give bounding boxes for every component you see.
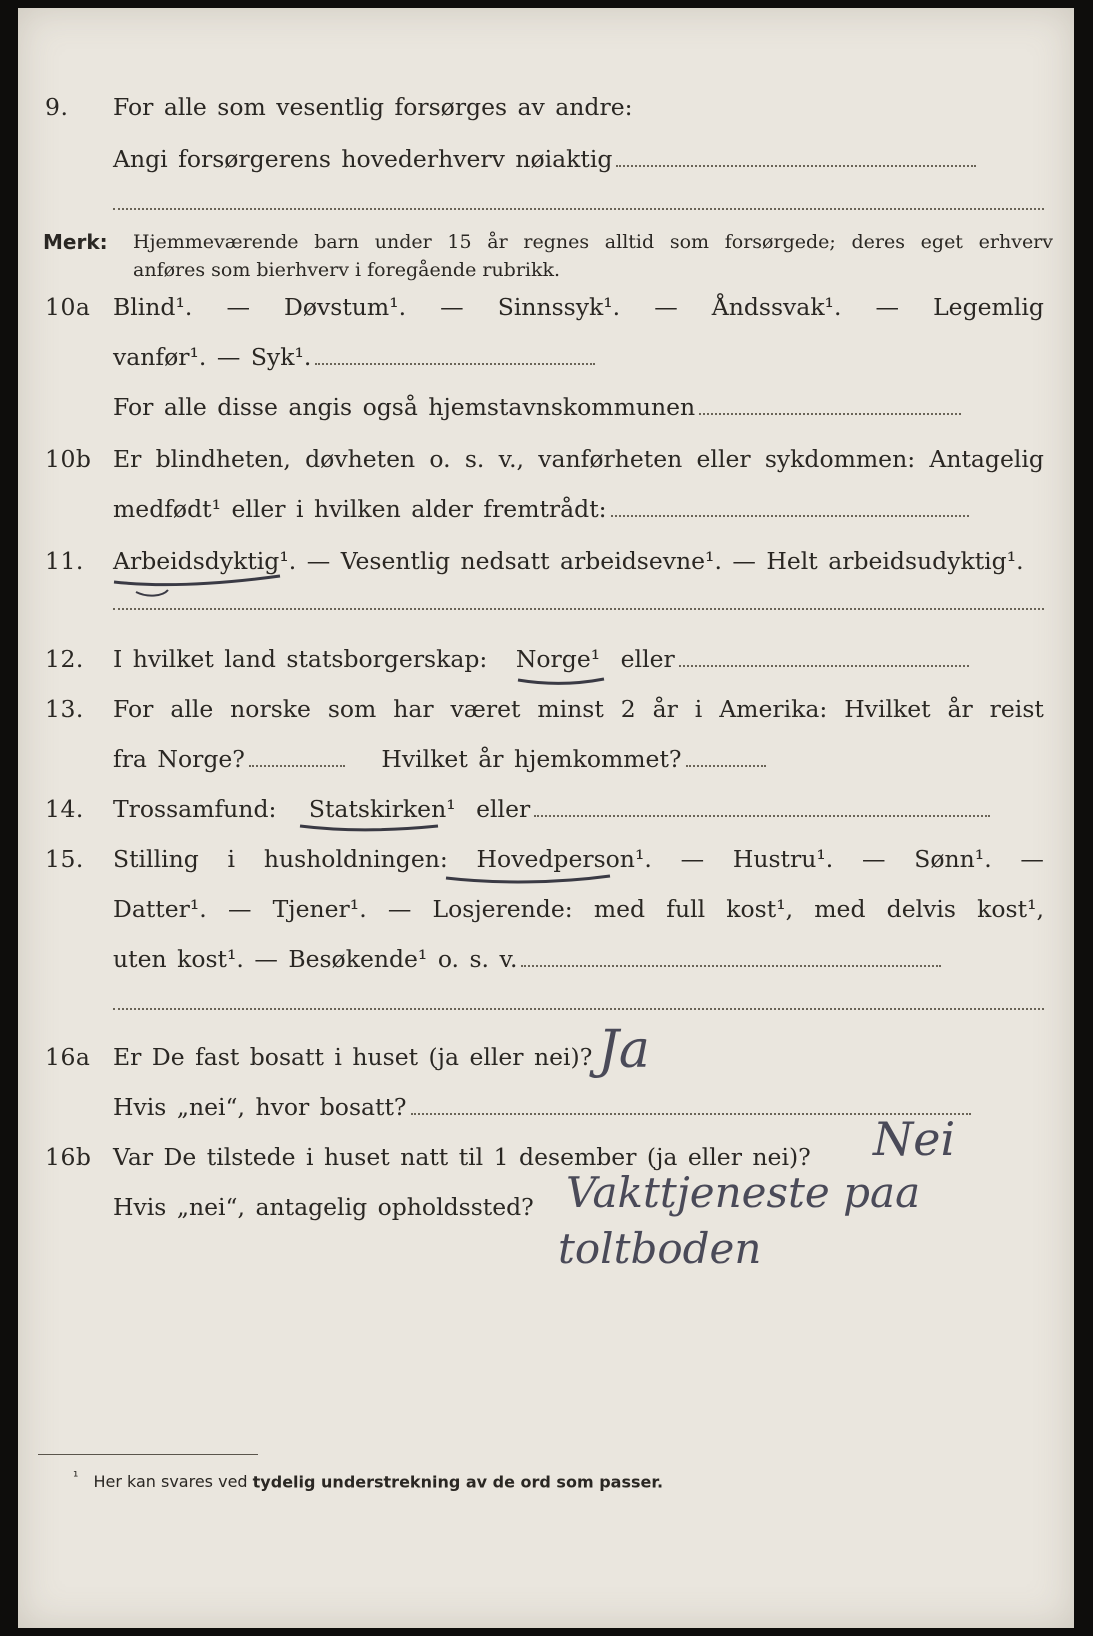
question-word: minst — [537, 695, 604, 723]
question-number: 16b — [45, 1143, 92, 1171]
question-word: alle — [170, 695, 214, 723]
option-norge[interactable]: Norge¹ — [515, 645, 601, 673]
question-text: medfødt¹ eller i hvilken alder fremtrådt: — [113, 495, 607, 523]
question-text: Angi forsørgerens hovederhverv nøiaktig — [113, 145, 613, 173]
question-word: har — [393, 695, 434, 723]
handwritten-answer-16a[interactable]: Ja — [598, 1020, 650, 1080]
question-word[interactable]: Tjener¹. — [272, 895, 367, 923]
answer-line[interactable] — [616, 164, 976, 167]
question-word: blindheten, — [155, 445, 291, 473]
question-text: — Vesentlig nedsatt arbeidsevne¹. — Helt arbeidsudyktig¹. — [306, 547, 1024, 575]
answer-line[interactable] — [679, 664, 969, 667]
question-word: erhverv — [978, 231, 1053, 253]
census-form-page — [18, 8, 1074, 1628]
question-word: delvis — [886, 895, 956, 923]
question-text: fra Norge? — [113, 745, 245, 773]
question-word[interactable]: kost¹, — [977, 895, 1044, 923]
question-9-row — [18, 90, 1074, 124]
question-word[interactable]: Hovedperson¹. — [476, 845, 652, 873]
answer-line[interactable] — [113, 608, 1044, 610]
question-number: 9. — [45, 93, 69, 121]
question-text — [113, 692, 1044, 726]
question-text: uten kost¹. — Besøkende¹ o. s. v. — [113, 945, 518, 973]
question-word: eller — [696, 445, 751, 473]
question-word: — — [226, 293, 250, 321]
question-word: husholdningen: — [263, 845, 448, 873]
question-number: 15. — [45, 845, 84, 873]
question-text: eller — [620, 645, 675, 673]
answer-line[interactable] — [611, 514, 969, 517]
question-word: Stilling — [113, 845, 199, 873]
question-text — [113, 442, 1044, 476]
question-word: s. — [464, 445, 485, 473]
footnote-text: Her kan svares ved — [93, 1472, 248, 1492]
option-statskirken[interactable]: Statskirken¹ — [308, 795, 456, 823]
question-text — [113, 892, 1044, 926]
question-word: år — [652, 695, 678, 723]
question-word: 2 — [620, 695, 636, 723]
question-word: været — [450, 695, 521, 723]
question-word: barn — [314, 231, 360, 253]
question-word[interactable]: Døvstum¹. — [284, 293, 407, 321]
answer-line[interactable] — [521, 964, 941, 967]
note-label: Merk: — [43, 230, 108, 254]
question-15-row — [18, 842, 1074, 876]
question-text: I hvilket land statsborgerskap: — [113, 645, 488, 673]
question-word[interactable]: Datter¹. — [113, 895, 207, 923]
question-number: 12. — [45, 645, 84, 673]
question-word: alltid — [604, 231, 655, 253]
handwritten-answer-16b-place[interactable]: Vakttjeneste paa — [566, 1168, 921, 1217]
question-word: Legemlig — [933, 293, 1044, 321]
answer-line-return[interactable] — [686, 764, 766, 767]
question-word: v., — [498, 445, 525, 473]
question-word: Amerika: — [719, 695, 828, 723]
question-14-row — [18, 792, 1074, 826]
question-word: reist — [989, 695, 1044, 723]
question-number: 10b — [45, 445, 92, 473]
question-word: — — [862, 845, 886, 873]
handwritten-answer-16b[interactable]: Nei — [873, 1112, 956, 1166]
answer-line[interactable] — [113, 208, 1044, 210]
question-12-row — [18, 642, 1074, 676]
question-text: eller — [476, 795, 531, 823]
answer-line[interactable] — [315, 362, 595, 365]
question-word: år — [487, 231, 508, 253]
question-word: i — [227, 845, 236, 873]
underline-statskirken — [300, 826, 438, 830]
question-word[interactable]: Hustru¹. — [732, 845, 834, 873]
question-word: For — [113, 695, 154, 723]
question-word[interactable]: Sønn¹. — [914, 845, 992, 873]
question-9-row-2 — [18, 142, 1074, 176]
question-text — [113, 842, 1044, 876]
question-text: For alle som vesentlig forsørges av andre: — [113, 93, 633, 121]
question-text — [113, 290, 1044, 324]
question-word: Er — [113, 445, 142, 473]
question-word[interactable]: kost¹, — [726, 895, 794, 923]
question-word: med — [593, 895, 646, 923]
question-word: døvheten — [305, 445, 416, 473]
question-word: Antagelig — [929, 445, 1044, 473]
underline-norge — [518, 679, 604, 683]
question-word: — — [387, 895, 412, 923]
footnote — [73, 1470, 663, 1491]
question-word: full — [666, 895, 706, 923]
question-15-row-3 — [18, 942, 1074, 976]
question-text: Var De tilstede i huset natt til 1 desember (ja eller nei)? — [113, 1143, 811, 1171]
question-word: Losjerende: — [432, 895, 573, 923]
question-number: 16a — [45, 1043, 91, 1071]
question-text: Trossamfund: — [113, 795, 277, 823]
question-10b-row — [18, 442, 1074, 476]
footnote-mark: ¹ — [73, 1470, 79, 1485]
question-text: vanfør¹. — Syk¹. — [113, 343, 312, 371]
question-word: sykdommen: — [764, 445, 916, 473]
question-word: — — [1020, 845, 1044, 873]
question-number: 13. — [45, 695, 84, 723]
question-text: Hvilket år hjemkommet? — [381, 745, 682, 773]
question-word: deres — [851, 231, 905, 253]
question-word: vanførheten — [538, 445, 683, 473]
question-16a-row — [18, 1040, 1074, 1074]
note-line-2: anføres som bierhverv i foregående rubrikk. — [133, 259, 561, 281]
note-line-1 — [133, 228, 1053, 256]
question-text: For alle disse angis også hjemstavnskommunen — [113, 393, 696, 421]
underline-arbeidsdyktig-tail — [136, 590, 168, 596]
footnote-rule — [38, 1454, 258, 1455]
question-word: forsørgede; — [724, 231, 836, 253]
question-word: med — [814, 895, 866, 923]
question-word: år — [947, 695, 973, 723]
question-text: Hvis „nei“, antagelig opholdssted? — [113, 1193, 534, 1221]
question-10b-row-2 — [18, 492, 1074, 526]
question-word: — — [227, 895, 252, 923]
question-10a-row-3 — [18, 390, 1074, 424]
question-15-row-2 — [18, 892, 1074, 926]
question-word: — — [440, 293, 464, 321]
question-word: o. — [429, 445, 451, 473]
footnote-text-bold: tydelig understrekning av de ord som passer. — [252, 1472, 664, 1492]
question-number: 11. — [45, 547, 84, 575]
question-word: — — [680, 845, 705, 873]
question-10a-row-2 — [18, 340, 1074, 374]
question-word: — — [875, 293, 900, 321]
question-word: regnes — [523, 231, 590, 253]
question-word: som — [327, 695, 377, 723]
question-13-row-2 — [18, 742, 1074, 776]
question-word: eget — [920, 231, 963, 253]
question-word[interactable]: Sinnssyk¹. — [497, 293, 621, 321]
answer-line[interactable] — [699, 412, 961, 415]
question-10a-row — [18, 290, 1074, 324]
question-word[interactable]: Blind¹. — [113, 293, 193, 321]
answer-line-departure[interactable] — [249, 764, 345, 767]
question-text: Er De fast bosatt i huset (ja eller nei)? — [113, 1043, 593, 1071]
question-word: norske — [230, 695, 311, 723]
question-text: Hvis „nei“, hvor bosatt? — [113, 1093, 407, 1121]
question-11-row — [18, 544, 1074, 578]
question-word: under — [374, 231, 432, 253]
handwritten-answer-16b-place-2[interactable]: toltboden — [558, 1224, 762, 1273]
question-word: Hvilket — [844, 695, 931, 723]
question-word: i — [694, 695, 703, 723]
answer-line[interactable] — [113, 1008, 1044, 1010]
question-13-row — [18, 692, 1074, 726]
question-number: 10a — [45, 293, 91, 321]
underline-hovedperson — [446, 876, 610, 882]
question-word: 15 — [447, 231, 472, 253]
question-word: — — [654, 293, 678, 321]
option-arbeidsdyktig[interactable]: Arbeidsdyktig¹. — [113, 547, 297, 575]
question-word: som — [669, 231, 710, 253]
question-word: Hjemmeværende — [133, 231, 299, 253]
question-number: 14. — [45, 795, 84, 823]
question-word[interactable]: Åndssvak¹. — [711, 293, 842, 321]
answer-line[interactable] — [534, 814, 990, 817]
